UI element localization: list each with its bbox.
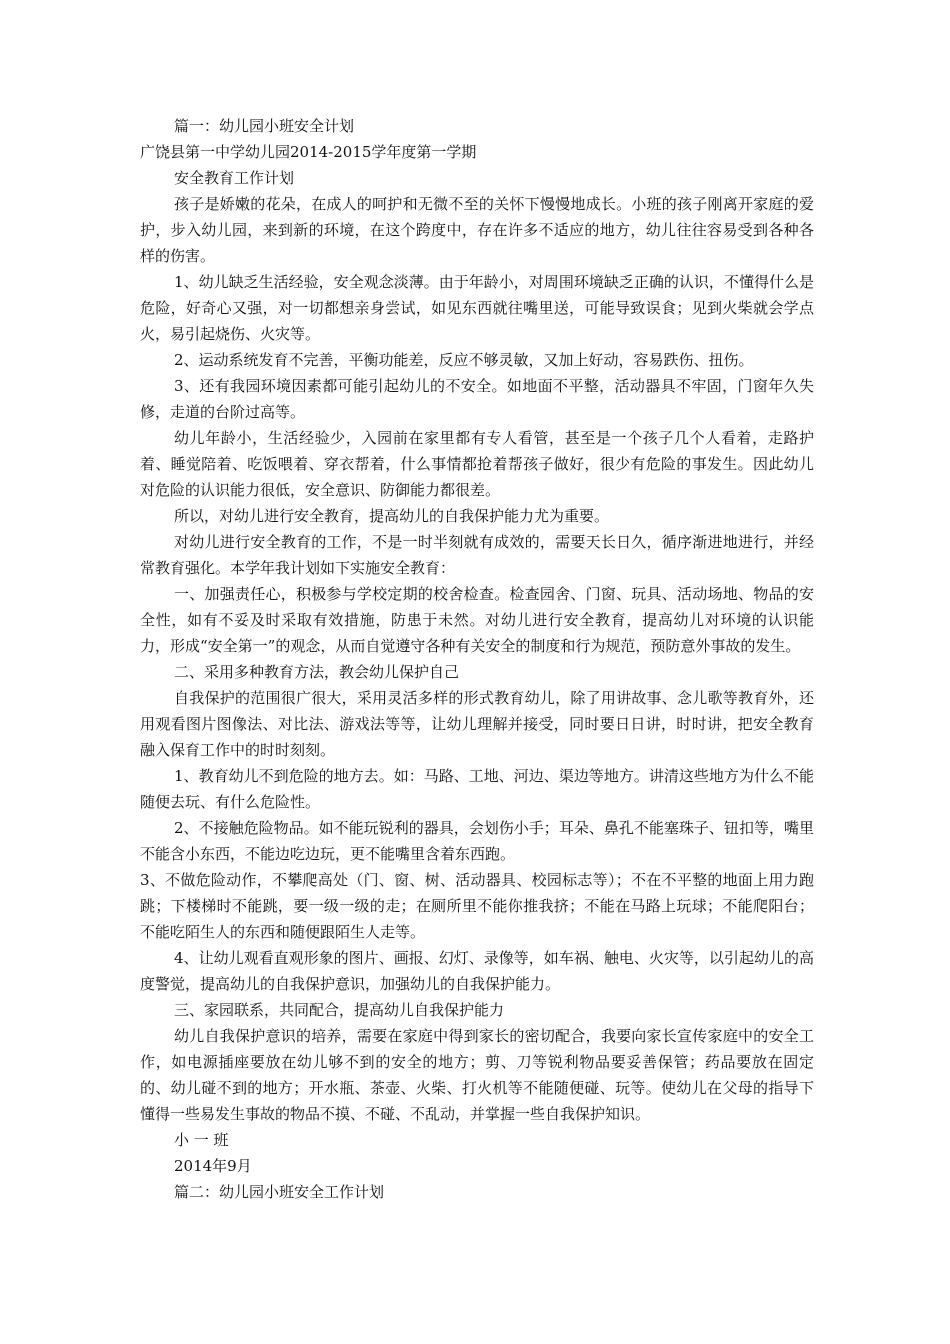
heading-section-2: 二、采用多种教育方法，教会幼儿保护自己 — [174, 663, 460, 681]
paragraph-item-1: 1、教育幼儿不到危险的地方去。如：马路、工地、河边、渠边等地方。讲清这些地方为什么不能随便去玩、有什么危险性。 — [140, 767, 814, 811]
paragraph-therefore: 所以，对幼儿进行安全教育，提高幼儿的自我保护能力尤为重要。 — [174, 507, 610, 525]
paragraph-point-2: 2、运动系统发育不完善，平衡功能差，反应不够灵敏，又加上好动，容易跌伤、扭伤。 — [174, 351, 754, 369]
paragraph-work: 对幼儿进行安全教育的工作，不是一时半刻就有成效的，需要天长日久，循序渐进地进行，并经常教育强化。本学年我计划如下实施安全教育： — [140, 533, 814, 577]
heading-section-3: 三、家园联系，共同配合，提高幼儿自我保护能力 — [174, 1001, 505, 1019]
section-title-1: 篇一：幼儿园小班安全计划 — [174, 117, 355, 135]
paragraph-point-3: 3、还有我园环境因素都可能引起幼儿的不安全。如地面不平整，活动器具不牢固，门窗年久失修，走道的台阶过高等。 — [140, 377, 814, 421]
paragraph-section-1: 一、加强责任心，积极参与学校定期的校舍检查。检查园舍、门窗、玩具、活动场地、物品的安全性，如有不妥及时采取有效措施，防患于未然。对幼儿进行安全教育，提高幼儿对环境的认识能力，形成“安全第一”的观念，从而自觉遵守各种有关安全的制度和行为规范，预防意外事故的发生。 — [140, 585, 814, 655]
paragraph-item-4: 4、让幼儿观看直观形象的图片、画报、幻灯、录像等，如车祸、触电、火灾等，以引起幼儿的高度警觉，提高幼儿的自我保护意识，加强幼儿的自我保护能力。 — [140, 949, 814, 993]
signature-date: 2014年9月 — [174, 1157, 252, 1175]
document-body — [140, 113, 814, 1205]
paragraph-item-3: 3、不做危险动作，不攀爬高处（门、窗、树、活动器具、校园标志等）；不在不平整的地面上用力跑跳；下楼梯时不能跳，要一级一级的走；在厕所里不能你推我挤；不能在马路上玩球；不能爬阳台；不能吃陌生人的东西和随便跟陌生人走等。 — [140, 871, 814, 941]
paragraph-intro: 孩子是娇嫩的花朵，在成人的呵护和无微不至的关怀下慢慢地成长。小班的孩子刚离开家庭的爱护，步入幼儿园，来到新的环境，在这个跨度中，存在许多不适应的地方，幼儿往往容易受到各种各样的伤害。 — [140, 195, 814, 265]
paragraph-age: 幼儿年龄小，生活经验少，入园前在家里都有专人看管，甚至是一个孩子几个人看着，走路护着、睡觉陪着、吃饭喂着、穿衣帮着，什么事情都抢着帮孩子做好，很少有危险的事发生。因此幼儿对危险的认识能力很低，安全意识、防御能力都很差。 — [140, 429, 814, 499]
plan-title: 安全教育工作计划 — [174, 169, 295, 187]
paragraph-family: 幼儿自我保护意识的培养，需要在家庭中得到家长的密切配合，我要向家长宣传家庭中的安全工作，如电源插座要放在幼儿够不到的安全的地方；剪、刀等锐利物品要妥善保管；药品要放在固定的、幼儿碰不到的地方；开水瓶、茶壶、火柴、打火机等不能随便碰、玩等。使幼儿在父母的指导下懂得一些易发生事故的物品不摸、不碰、不乱动，并掌握一些自我保护知识。 — [140, 1027, 814, 1123]
section-title-2: 篇二：幼儿园小班安全工作计划 — [174, 1183, 385, 1201]
paragraph-self-protection: 自我保护的范围很广很大，采用灵活多样的形式教育幼儿，除了用讲故事、念儿歌等教育外，还用观看图片图像法、对比法、游戏法等等，让幼儿理解并接受，同时要日日讲，时时讲，把安全教育融入保育工作中的时时刻刻。 — [140, 689, 814, 759]
signature-class: 小 一 班 — [174, 1131, 229, 1149]
paragraph-item-2: 2、不接触危险物品。如不能玩锐利的器具，会划伤小手；耳朵、鼻孔不能塞珠子、钮扣等，嘴里不能含小东西，不能边吃边玩，更不能嘴里含着东西跑。 — [140, 819, 814, 863]
school-heading: 广饶县第一中学幼儿园2014-2015学年度第一学期 — [140, 143, 477, 161]
paragraph-point-1: 1、幼儿缺乏生活经验，安全观念淡薄。由于年龄小，对周围环境缺乏正确的认识，不懂得什么是危险，好奇心又强，对一切都想亲身尝试，如见东西就往嘴里送，可能导致误食；见到火柴就会学点火，易引起烧伤、火灾等。 — [140, 273, 814, 343]
